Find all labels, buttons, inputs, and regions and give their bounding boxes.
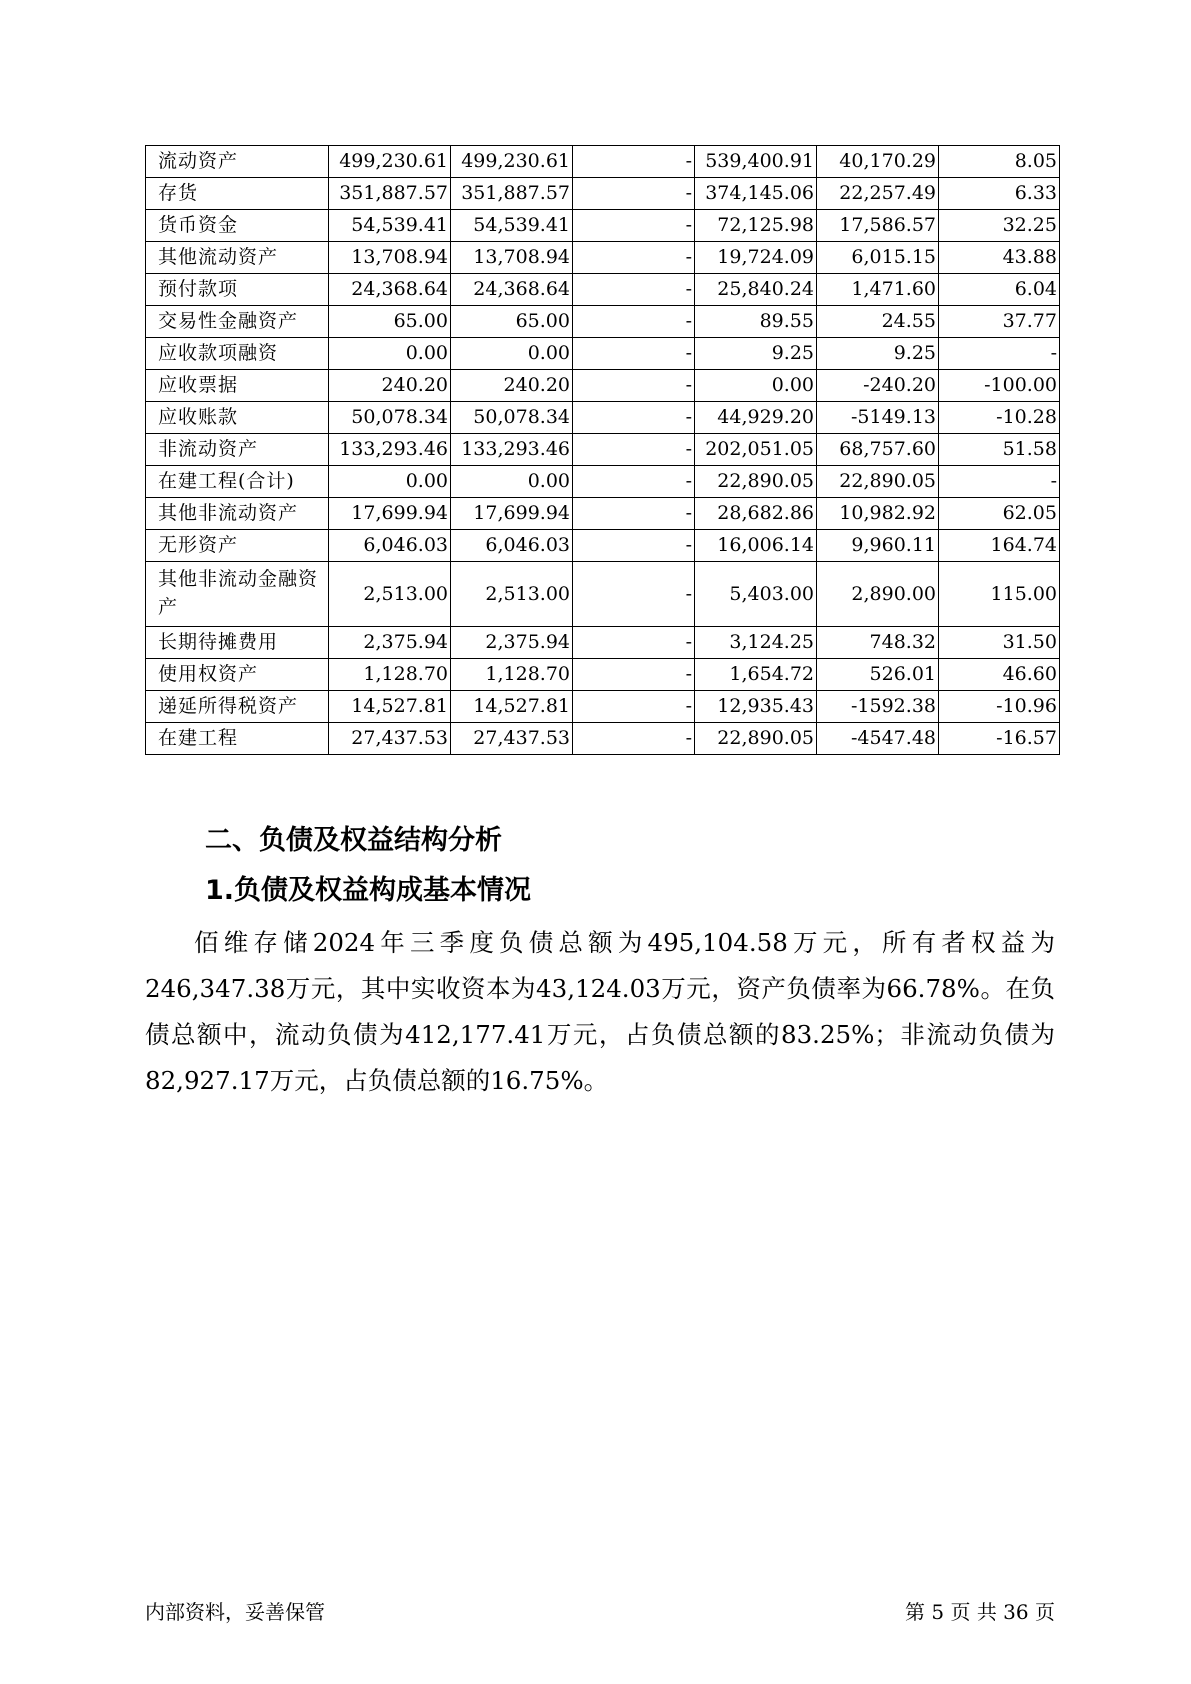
value-cell: -	[939, 466, 1060, 498]
value-cell: -	[573, 178, 695, 210]
value-cell: 22,890.05	[695, 723, 817, 755]
value-cell: -	[573, 210, 695, 242]
value-cell: 32.25	[939, 210, 1060, 242]
value-cell: 27,437.53	[329, 723, 451, 755]
row-label-cell: 递延所得税资产	[146, 691, 329, 723]
value-cell: -	[573, 530, 695, 562]
value-cell: -	[573, 242, 695, 274]
row-label-cell: 交易性金融资产	[146, 306, 329, 338]
row-label-cell: 预付款项	[146, 274, 329, 306]
asset-structure-table	[145, 145, 1060, 755]
row-label-cell: 存货	[146, 178, 329, 210]
value-cell: 2,513.00	[329, 562, 451, 627]
value-cell: 9.25	[817, 338, 939, 370]
footer-page-number: 第 5 页 共 36 页	[905, 1600, 1055, 1624]
value-cell: 0.00	[329, 338, 451, 370]
value-cell: 46.60	[939, 659, 1060, 691]
value-cell: 1,128.70	[451, 659, 573, 691]
value-cell: -	[573, 274, 695, 306]
value-cell: 44,929.20	[695, 402, 817, 434]
value-cell: 50,078.34	[451, 402, 573, 434]
value-cell: -	[573, 562, 695, 627]
value-cell: -10.28	[939, 402, 1060, 434]
table-row	[146, 306, 1060, 338]
value-cell: -	[573, 691, 695, 723]
value-cell: 14,527.81	[451, 691, 573, 723]
value-cell: 89.55	[695, 306, 817, 338]
value-cell: 27,437.53	[451, 723, 573, 755]
value-cell: 748.32	[817, 627, 939, 659]
value-cell: 65.00	[329, 306, 451, 338]
value-cell: -	[573, 627, 695, 659]
value-cell: 499,230.61	[451, 146, 573, 178]
value-cell: 2,375.94	[451, 627, 573, 659]
value-cell: -	[573, 498, 695, 530]
subsection-heading: 1.负债及权益构成基本情况	[205, 875, 532, 906]
value-cell: 31.50	[939, 627, 1060, 659]
table-row	[146, 274, 1060, 306]
row-label-cell: 应收账款	[146, 402, 329, 434]
value-cell: -	[573, 402, 695, 434]
value-cell: -5149.13	[817, 402, 939, 434]
value-cell: 28,682.86	[695, 498, 817, 530]
value-cell: 499,230.61	[329, 146, 451, 178]
value-cell: 133,293.46	[329, 434, 451, 466]
value-cell: 374,145.06	[695, 178, 817, 210]
table-row	[146, 434, 1060, 466]
table-row	[146, 242, 1060, 274]
value-cell: -	[573, 146, 695, 178]
row-label-cell: 其他非流动资产	[146, 498, 329, 530]
table-row	[146, 498, 1060, 530]
table-row	[146, 691, 1060, 723]
value-cell: 6,046.03	[451, 530, 573, 562]
table-row	[146, 562, 1060, 627]
value-cell: 0.00	[329, 466, 451, 498]
value-cell: 10,982.92	[817, 498, 939, 530]
row-label-cell: 应收票据	[146, 370, 329, 402]
value-cell: 6,046.03	[329, 530, 451, 562]
table-row	[146, 723, 1060, 755]
value-cell: 54,539.41	[451, 210, 573, 242]
value-cell: 22,890.05	[695, 466, 817, 498]
value-cell: 51.58	[939, 434, 1060, 466]
row-label-cell: 在建工程(合计)	[146, 466, 329, 498]
value-cell: 14,527.81	[329, 691, 451, 723]
value-cell: 54,539.41	[329, 210, 451, 242]
value-cell: 17,586.57	[817, 210, 939, 242]
value-cell: 240.20	[329, 370, 451, 402]
row-label-cell: 应收款项融资	[146, 338, 329, 370]
value-cell: 72,125.98	[695, 210, 817, 242]
row-label-cell: 长期待摊费用	[146, 627, 329, 659]
table-row	[146, 210, 1060, 242]
table-row	[146, 466, 1060, 498]
value-cell: 2,375.94	[329, 627, 451, 659]
value-cell: -4547.48	[817, 723, 939, 755]
table-row	[146, 370, 1060, 402]
value-cell: 16,006.14	[695, 530, 817, 562]
row-label-cell: 使用权资产	[146, 659, 329, 691]
value-cell: 1,128.70	[329, 659, 451, 691]
value-cell: 539,400.91	[695, 146, 817, 178]
value-cell: -1592.38	[817, 691, 939, 723]
table-row	[146, 402, 1060, 434]
value-cell: 24.55	[817, 306, 939, 338]
value-cell: 115.00	[939, 562, 1060, 627]
row-label-cell: 在建工程	[146, 723, 329, 755]
value-cell: 202,051.05	[695, 434, 817, 466]
value-cell: 65.00	[451, 306, 573, 338]
value-cell: 133,293.46	[451, 434, 573, 466]
value-cell: 0.00	[451, 466, 573, 498]
value-cell: 6.33	[939, 178, 1060, 210]
value-cell: 17,699.94	[451, 498, 573, 530]
value-cell: -16.57	[939, 723, 1060, 755]
value-cell: 12,935.43	[695, 691, 817, 723]
value-cell: 2,890.00	[817, 562, 939, 627]
value-cell: -	[573, 306, 695, 338]
value-cell: 1,654.72	[695, 659, 817, 691]
section-paragraph: 佰维存储2024年三季度负债总额为495,104.58万元，所有者权益为246,347.38万元，其中实收资本为43,124.03万元，资产负债率为66.78%。在负债总额中，流动负债为412,177.41万元，占负债总额的83.25%；非流动负债为82,927.17万元，占负债总额的16.75%。	[145, 928, 1055, 1095]
row-label-cell: 其他流动资产	[146, 242, 329, 274]
table-body	[146, 146, 1060, 755]
value-cell: 1,471.60	[817, 274, 939, 306]
value-cell: 40,170.29	[817, 146, 939, 178]
value-cell: 5,403.00	[695, 562, 817, 627]
value-cell: -	[939, 338, 1060, 370]
value-cell: 62.05	[939, 498, 1060, 530]
value-cell: 3,124.25	[695, 627, 817, 659]
value-cell: 164.74	[939, 530, 1060, 562]
value-cell: -	[573, 434, 695, 466]
value-cell: 22,257.49	[817, 178, 939, 210]
value-cell: 50,078.34	[329, 402, 451, 434]
value-cell: 68,757.60	[817, 434, 939, 466]
value-cell: 6,015.15	[817, 242, 939, 274]
value-cell: 17,699.94	[329, 498, 451, 530]
row-label-cell: 货币资金	[146, 210, 329, 242]
value-cell: 351,887.57	[451, 178, 573, 210]
value-cell: 24,368.64	[451, 274, 573, 306]
value-cell: 8.05	[939, 146, 1060, 178]
table-row	[146, 338, 1060, 370]
row-label-cell: 非流动资产	[146, 434, 329, 466]
value-cell: 19,724.09	[695, 242, 817, 274]
value-cell: -100.00	[939, 370, 1060, 402]
row-label-cell: 流动资产	[146, 146, 329, 178]
table-row	[146, 146, 1060, 178]
value-cell: 9,960.11	[817, 530, 939, 562]
value-cell: -10.96	[939, 691, 1060, 723]
section-heading: 二、负债及权益结构分析	[205, 825, 502, 856]
value-cell: 351,887.57	[329, 178, 451, 210]
value-cell: -240.20	[817, 370, 939, 402]
value-cell: 25,840.24	[695, 274, 817, 306]
value-cell: 43.88	[939, 242, 1060, 274]
footer-confidential-note: 内部资料，妥善保管	[145, 1600, 325, 1624]
table-row	[146, 530, 1060, 562]
row-label-cell: 无形资产	[146, 530, 329, 562]
value-cell: 0.00	[695, 370, 817, 402]
value-cell: -	[573, 659, 695, 691]
value-cell: 526.01	[817, 659, 939, 691]
row-label-cell: 其他非流动金融资产	[146, 562, 329, 627]
value-cell: 6.04	[939, 274, 1060, 306]
table-row	[146, 178, 1060, 210]
value-cell: -	[573, 338, 695, 370]
table-row	[146, 659, 1060, 691]
value-cell: 9.25	[695, 338, 817, 370]
value-cell: 22,890.05	[817, 466, 939, 498]
value-cell: 2,513.00	[451, 562, 573, 627]
value-cell: 24,368.64	[329, 274, 451, 306]
value-cell: 13,708.94	[329, 242, 451, 274]
value-cell: -	[573, 723, 695, 755]
table-row	[146, 627, 1060, 659]
value-cell: 0.00	[451, 338, 573, 370]
value-cell: 13,708.94	[451, 242, 573, 274]
value-cell: 37.77	[939, 306, 1060, 338]
value-cell: -	[573, 466, 695, 498]
value-cell: -	[573, 370, 695, 402]
value-cell: 240.20	[451, 370, 573, 402]
